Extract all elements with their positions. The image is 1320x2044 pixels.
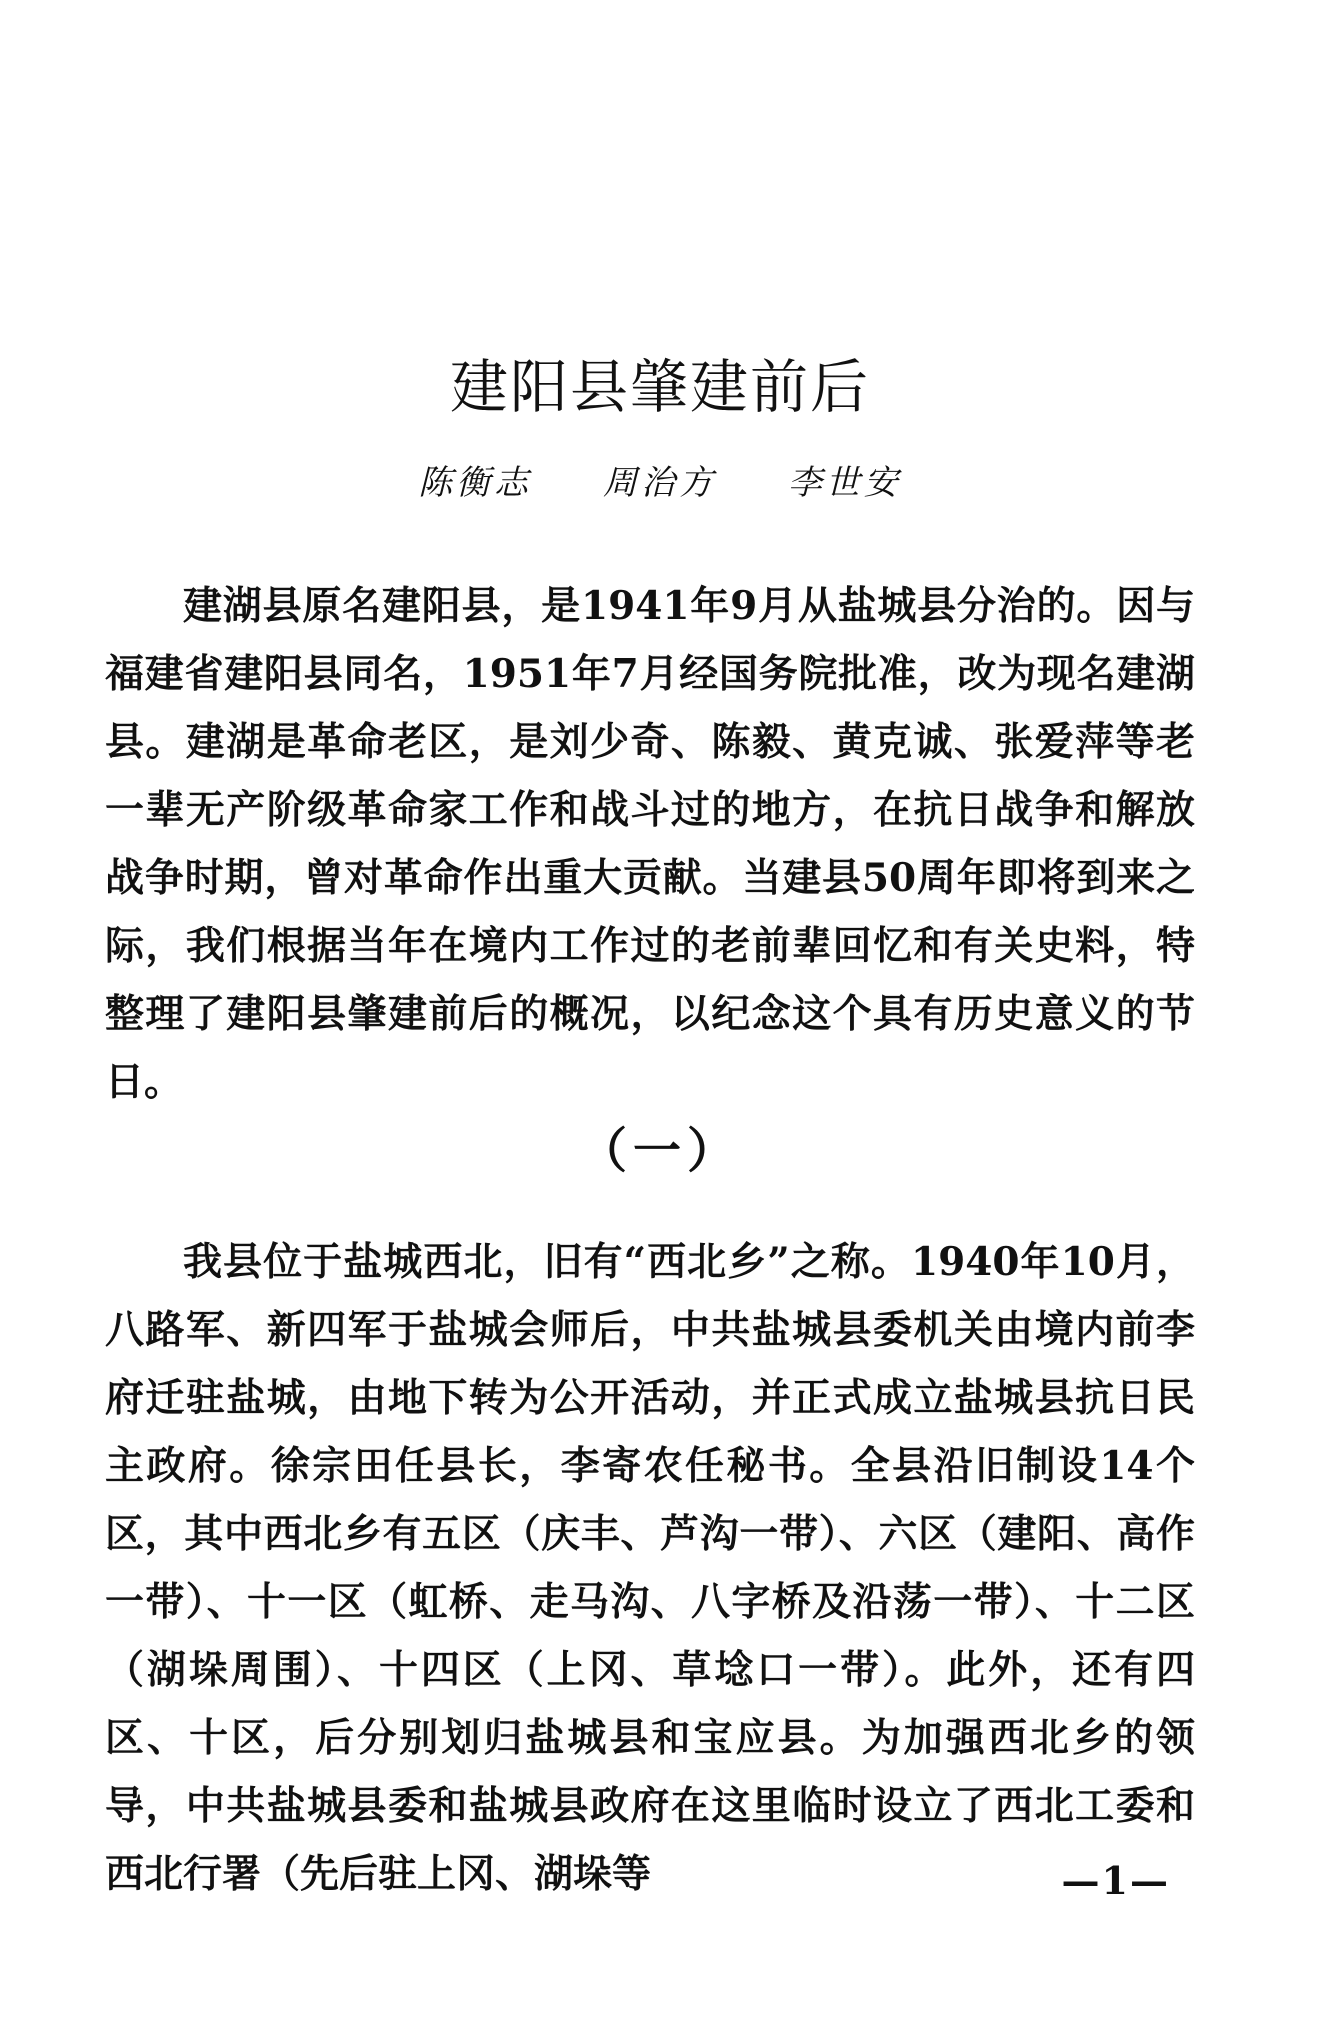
page-number: —1—	[1061, 1858, 1170, 1903]
article-title: 建阳县肇建前后	[449, 353, 870, 421]
author-line	[0, 455, 1320, 504]
author-name: 周治方	[603, 463, 717, 503]
author-name: 陈衡志	[418, 463, 533, 503]
body-paragraph: 我县位于盐城西北，旧有“西北乡”之称。1940年10月，八路军、新四军于盐城会师后，中共盐城县委机关由境内前李府迁驻盐城，由地下转为公开活动，并正式成立盐城县抗日民主政府。徐宗田任县长，李寄农任秘书。全县沿旧制设14个区，其中西北乡有五区（庆丰、芦沟一带）、六区（建阳、高作一带）、十一区（虹桥、走马沟、八字桥及沿荡一带）、十二区（湖垛周围）、十四区（上冈、草埝口一带）。此外，还有四区、十区，后分别划归盐城县和宝应县。为加强西北乡的领导，中共盐城县委和盐城县政府在这里临时设立了西北工委和西北行署（先后驻上冈、湖垛等	[105, 1239, 1195, 1897]
section-heading: （一）	[578, 1123, 741, 1179]
intro-paragraph: 建湖县原名建阳县，是1941年9月从盐城县分治的。因与福建省建阳县同名，1951年7月经国务院批准，改为现名建湖县。建湖是革命老区，是刘少奇、陈毅、黄克诚、张爱萍等老一辈无产阶级革命家工作和战斗过的地方，在抗日战争和解放战争时期，曾对革命作出重大贡献。当建县50周年即将到来之际，我们根据当年在境内工作过的老前辈回忆和有关史料，特整理了建阳县肇建前后的概况，以纪念这个具有历史意义的节日。	[105, 583, 1195, 1105]
author-name: 李世安	[787, 463, 902, 503]
